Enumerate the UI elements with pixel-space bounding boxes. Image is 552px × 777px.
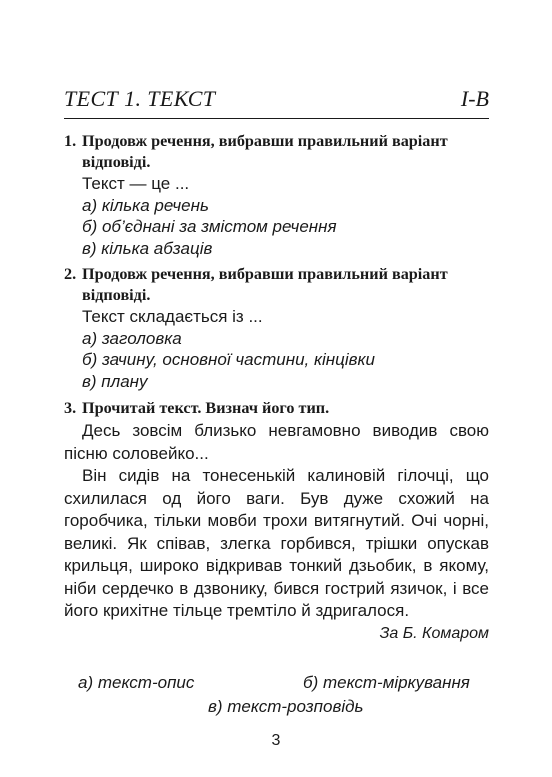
task-1-instruction: 1. Продовж речення, вибравши правильний варіант відповіді.: [64, 132, 448, 171]
task-3: [64, 398, 489, 643]
text-author: За Б. Комаром: [379, 624, 489, 642]
task-1: [64, 131, 489, 259]
task-2: [64, 264, 489, 392]
task-3-option-b[interactable]: б) текст-міркування: [303, 673, 470, 692]
task-2-option-c[interactable]: в) плану: [82, 371, 148, 391]
page-number: 3: [271, 732, 281, 749]
task-3-instruction: 3. Прочитай текст. Визнач його тип.: [64, 399, 330, 417]
task-3-number: 3.: [64, 399, 77, 417]
test-title: ТЕСТ 1. ТЕКСТ: [64, 86, 216, 111]
task-2-number: 2.: [64, 265, 77, 283]
header-rule: [64, 118, 489, 119]
task-3-option-c[interactable]: в) текст-розповідь: [208, 697, 364, 716]
text-paragraph-1: Десь зовсім близько невгамовно виводив свою пісню соловейко...: [64, 421, 489, 463]
task-1-number: 1.: [64, 132, 77, 150]
task-3-option-a[interactable]: а) текст-опис: [78, 673, 195, 692]
task-2-instruction: 2. Продовж речення, вибравши правильний варіант відповіді.: [64, 265, 448, 304]
task-1-stem: Текст — це ...: [82, 174, 190, 193]
page-header: [64, 86, 489, 114]
text-paragraph-2: Він сидів на тонесенькій калиновій гілочці, що схилилася од його ваги. Був дуже схожий на горобчика, тільки мовби трохи витягнутий. Очі чорні, великі. Як співав, злегка горбився, трішки опускав крильця, широко відкривав тонкий дзьобик, в якому, ніби сердечко в дзвонику, бився гострий язичок, і все його крихітне тільце тремтіло й здригалося.: [64, 466, 489, 620]
task-1-option-a[interactable]: а) кілька речень: [82, 195, 209, 215]
variant-label: I-В: [460, 86, 489, 111]
task-1-option-b[interactable]: б) об’єднані за змістом речення: [82, 217, 337, 236]
task-2-option-b[interactable]: б) зачину, основної частини, кінцівки: [82, 350, 375, 369]
task-1-option-c[interactable]: в) кілька абзаців: [82, 238, 213, 258]
task-2-option-a[interactable]: а) заголовка: [82, 328, 182, 348]
task-2-stem: Текст складається із ...: [82, 307, 263, 326]
